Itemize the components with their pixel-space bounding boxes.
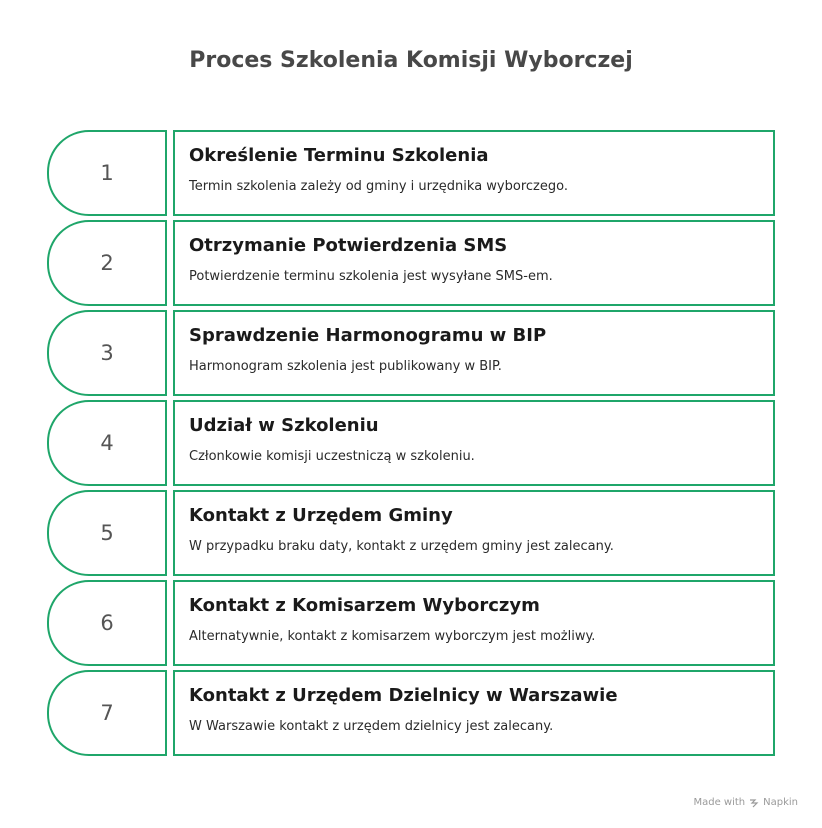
step-number: 2 (47, 220, 167, 306)
step-6 (47, 580, 775, 666)
step-title: Kontakt z Komisarzem Wyborczym (189, 595, 540, 616)
step-4 (47, 400, 775, 486)
step-7 (47, 670, 775, 756)
step-title: Kontakt z Urzędem Dzielnicy w Warszawie (189, 685, 618, 706)
step-description: W Warszawie kontakt z urzędem dzielnicy jest zalecany. (189, 719, 554, 734)
step-description: Harmonogram szkolenia jest publikowany w BIP. (189, 359, 502, 374)
step-box (173, 130, 775, 216)
step-box (173, 490, 775, 576)
diagram-title: Proces Szkolenia Komisji Wyborczej (189, 48, 633, 73)
step-box (173, 670, 775, 756)
step-number: 4 (47, 400, 167, 486)
step-title: Kontakt z Urzędem Gminy (189, 505, 453, 526)
footer-attribution (693, 797, 798, 808)
step-2 (47, 220, 775, 306)
step-5 (47, 490, 775, 576)
step-description: Członkowie komisji uczestniczą w szkoleniu. (189, 449, 475, 464)
step-description: W przypadku braku daty, kontakt z urzędem gminy jest zalecany. (189, 539, 614, 554)
step-number: 1 (47, 130, 167, 216)
step-description: Termin szkolenia zależy od gminy i urzędnika wyborczego. (189, 179, 568, 194)
step-title: Udział w Szkoleniu (189, 415, 379, 436)
step-number: 5 (47, 490, 167, 576)
step-title: Otrzymanie Potwierdzenia SMS (189, 235, 508, 256)
step-box (173, 310, 775, 396)
step-number: 6 (47, 580, 167, 666)
step-box (173, 580, 775, 666)
step-title: Określenie Terminu Szkolenia (189, 145, 489, 166)
step-title: Sprawdzenie Harmonogramu w BIP (189, 325, 547, 346)
made-with-label: Made with (693, 797, 746, 808)
step-3 (47, 310, 775, 396)
step-number: 3 (47, 310, 167, 396)
step-description: Alternatywnie, kontakt z komisarzem wyborczym jest możliwy. (189, 629, 596, 644)
step-1 (47, 130, 775, 216)
napkin-logo-icon (749, 798, 759, 808)
steps-list (47, 130, 775, 760)
napkin-brand-label: Napkin (763, 797, 798, 808)
step-description: Potwierdzenie terminu szkolenia jest wysyłane SMS-em. (189, 269, 553, 284)
step-number: 7 (47, 670, 167, 756)
step-box (173, 400, 775, 486)
step-box (173, 220, 775, 306)
